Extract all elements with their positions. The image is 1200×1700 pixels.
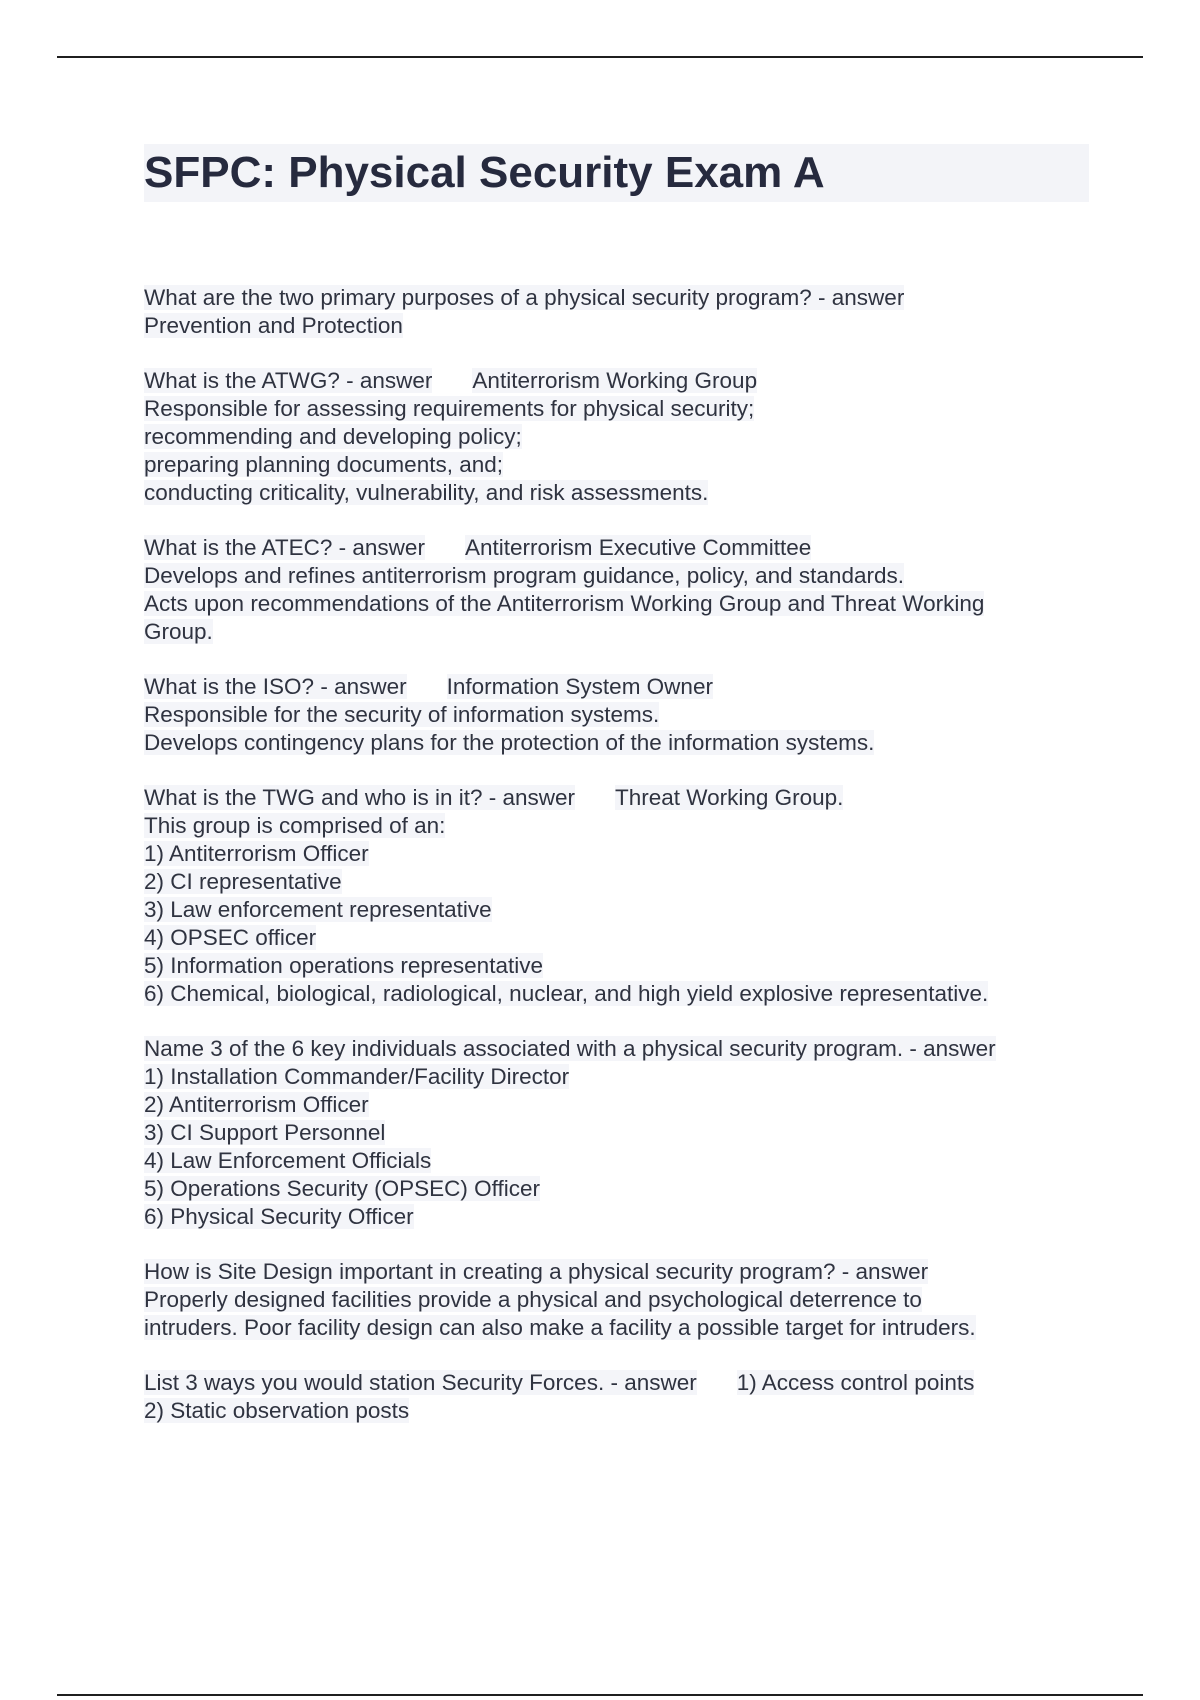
qa-item: [144, 1369, 1104, 1425]
question-text: List 3 ways you would station Security Forces. - answer: [144, 1370, 697, 1395]
qa-item: [144, 784, 1104, 1008]
page-title: SFPC: Physical Security Exam A: [144, 144, 1089, 202]
answer-line: Responsible for assessing requirements for physical security;: [144, 396, 755, 421]
answer-line: Acts upon recommendations of the Antiterrorism Working Group and Threat Working: [144, 591, 985, 616]
answer-line: 2) Static observation posts: [144, 1398, 410, 1423]
answer-line: 4) Law Enforcement Officials: [144, 1148, 432, 1173]
answer-inline: Antiterrorism Executive Committee: [464, 535, 812, 560]
qa-item: [144, 367, 1104, 507]
question-text: Name 3 of the 6 key individuals associated with a physical security program. - answer: [144, 1036, 996, 1061]
answer-line: This group is comprised of an:: [144, 813, 446, 838]
answer-line: Group.: [144, 619, 213, 644]
question-text: How is Site Design important in creating a physical security program? - answer: [144, 1259, 929, 1284]
question-text: What is the ATEC? - answer: [144, 535, 425, 560]
bottom-rule: [57, 1694, 1143, 1696]
answer-line: recommending and developing policy;: [144, 424, 522, 449]
answer-line: Properly designed facilities provide a physical and psychological deterrence to: [144, 1287, 922, 1312]
answer-line: 5) Information operations representative: [144, 953, 543, 978]
qa-item: [144, 1035, 1104, 1231]
answer-line: Develops and refines antiterrorism program guidance, policy, and standards.: [144, 563, 904, 588]
answer-line: 1) Installation Commander/Facility Director: [144, 1064, 570, 1089]
answer-line: 3) Law enforcement representative: [144, 897, 492, 922]
top-rule: [57, 56, 1143, 58]
answer-inline: Information System Owner: [446, 674, 713, 699]
answer-inline: Threat Working Group.: [615, 785, 844, 810]
answer-line: Prevention and Protection: [144, 313, 403, 338]
answer-line: preparing planning documents, and;: [144, 452, 504, 477]
question-text: What is the ATWG? - answer: [144, 368, 433, 393]
answer-line: 2) Antiterrorism Officer: [144, 1092, 369, 1117]
answer-line: Develops contingency plans for the protection of the information systems.: [144, 730, 875, 755]
answer-inline: 1) Access control points: [736, 1370, 975, 1395]
answer-line: conducting criticality, vulnerability, and risk assessments.: [144, 480, 709, 505]
answer-line: Responsible for the security of information systems.: [144, 702, 660, 727]
qa-list: [144, 284, 1104, 1452]
question-text: What are the two primary purposes of a physical security program? - answer: [144, 285, 905, 310]
qa-item: [144, 673, 1104, 757]
question-text: What is the TWG and who is in it? - answer: [144, 785, 575, 810]
qa-item: [144, 534, 1104, 646]
answer-line: 4) OPSEC officer: [144, 925, 317, 950]
answer-line: 3) CI Support Personnel: [144, 1120, 386, 1145]
answer-line: 6) Chemical, biological, radiological, nuclear, and high yield explosive representative.: [144, 981, 989, 1006]
qa-item: [144, 1258, 1104, 1342]
qa-item: [144, 284, 1104, 340]
answer-inline: Antiterrorism Working Group: [472, 368, 758, 393]
answer-line: 6) Physical Security Officer: [144, 1204, 414, 1229]
answer-line: 1) Antiterrorism Officer: [144, 841, 369, 866]
answer-line: intruders. Poor facility design can also make a facility a possible target for intruders.: [144, 1315, 976, 1340]
question-text: What is the ISO? - answer: [144, 674, 407, 699]
answer-line: 2) CI representative: [144, 869, 342, 894]
answer-line: 5) Operations Security (OPSEC) Officer: [144, 1176, 540, 1201]
